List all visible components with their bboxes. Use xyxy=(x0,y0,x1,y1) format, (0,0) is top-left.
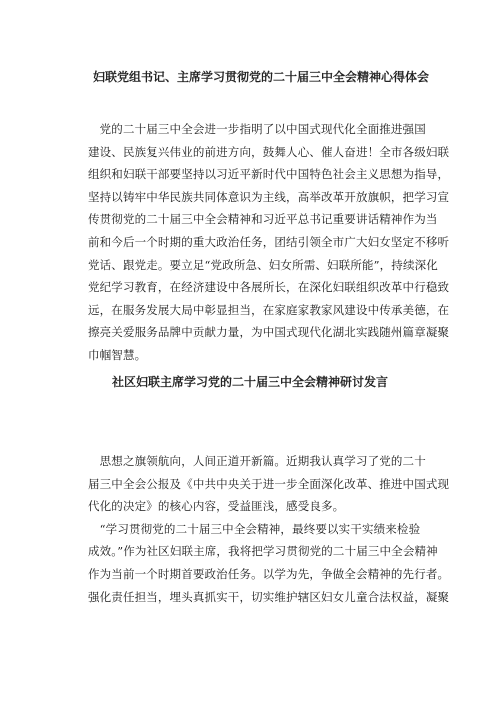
paragraph-line: 前和今后一个时期的重大政治任务，团结引领全市广大妇女坚定不移听 xyxy=(88,234,450,249)
section2-body xyxy=(88,450,458,608)
paragraph-line: 思想之旗领航向，人间正道开新篇。近期我认真学习了党的二十 xyxy=(88,454,426,468)
paragraph-line: 擦亮关爱服务品牌中贡献力量，为中国式现代化湖北实践随州篇章凝聚 xyxy=(88,325,450,340)
section2-title: 社区妇联主席学习党的二十届三中全会精神研讨发言 xyxy=(111,375,388,389)
paragraph-line: “学习贯彻党的二十届三中全会精神，最终要以实干实绩来检验 xyxy=(88,521,421,536)
paragraph-line: 成效。”作为社区妇联主席，我将把学习贯彻党的二十届三中全会精神 xyxy=(88,544,438,559)
paragraph-line: 传贯彻党的二十届三中全会精神和习近平总书记重要讲话精神作为当 xyxy=(88,212,438,227)
paragraph-line: 建设、民族复兴伟业的前进方向，鼓舞人心、催人奋进！全市各级妇联 xyxy=(88,144,450,159)
paragraph-line: 党纪学习教育，在经济建设中各展所长，在深化妇联组织改革中行稳致 xyxy=(88,280,450,295)
paragraph-line: 党话、跟党走。要立足“党政所急、妇女所需、妇联所能”，持续深化 xyxy=(88,257,438,272)
paragraph-line: 组织和妇联干部要坚持以习近平新时代中国特色社会主义思想为指导， xyxy=(88,167,450,182)
paragraph-line: 代化的决定》的核心内容，受益匪浅，感受良多。 xyxy=(88,499,345,514)
paragraph-line: 坚持以铸牢中华民族共同体意识为主线，高举改革开放旗帜，把学习宣 xyxy=(88,189,450,204)
paragraph-line: 届三中全会公报及《中共中央关于进一步全面深化改革、推进中国式现 xyxy=(88,476,450,491)
section1-title: 妇联党组书记、主席学习贯彻党的二十届三中全会精神心得体会 xyxy=(92,70,429,84)
paragraph-line: 党的二十届三中全会进一步指明了以中国式现代化全面推进强国 xyxy=(88,122,426,136)
section1-body xyxy=(88,118,458,367)
paragraph-line: 远，在服务发展大局中彰显担当，在家庭家教家风建设中传承美德，在 xyxy=(88,302,450,317)
paragraph-line: 强化责任担当，埋头真抓实干，切实维护辖区妇女儿童合法权益，凝聚 xyxy=(88,589,450,604)
paragraph-line: 作为当前一个时期首要政治任务。以学为先，争做全会精神的先行者。 xyxy=(88,566,450,581)
paragraph-line: 巾帼智慧。 xyxy=(88,347,147,362)
